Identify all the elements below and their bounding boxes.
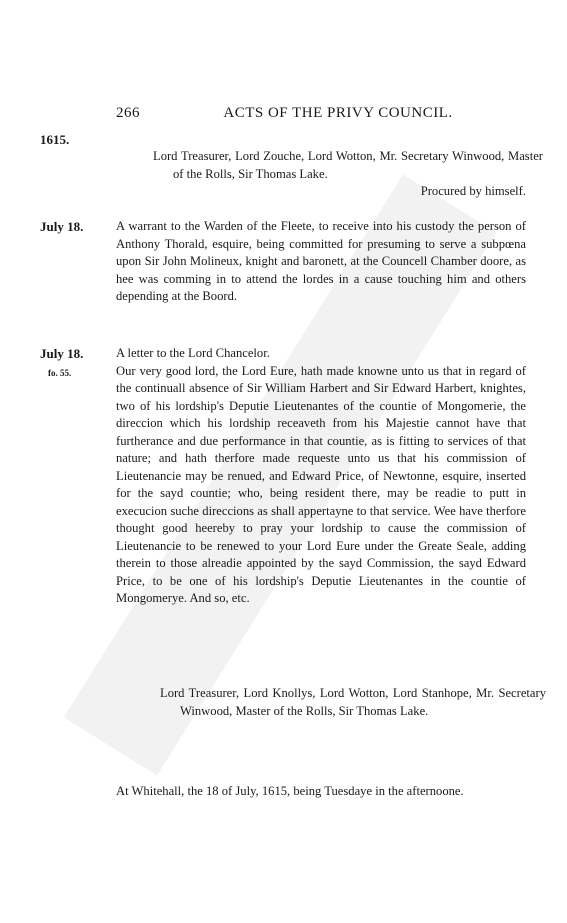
running-title: ACTS OF THE PRIVY COUNCIL. xyxy=(223,105,453,121)
entry1-text xyxy=(116,218,526,306)
margin-year: 1615. xyxy=(40,132,70,147)
entry2-heading: A letter to the Lord Chancelor. xyxy=(116,346,270,360)
entry2-paragraph: Our very good lord, the Lord Eure, hath made knowne unto us that in regard of the continuall absence of Sir William Harbert and Sir Edward Harbert, knightes, two of his lordship's Deputie Lieutenantes of the countie of Mongomerie, the direccion which his lordship receaveth from his Majestie cannot have that furtherance and due performance in that countie, as is fitting to services of that nature; and hath therfore made requeste unto us that his commission of Lieutenancie may be renued, and Edward Price, of Newtonne, esquire, inserted for the sayd countie; who, being resident there, may be readie to putt in execucion suche direccions as shall appertayne to that service. Wee have therfore thought good heereby to pray your lordship to cause the commission of Lieutenancie to be renewed to your Lord Eure under the Greate Seale, adding therein to those alreadie appointed by the sayd Commission, the sayd Edward Price, to be one of his lordship's Deputie Lieutenantes in the countie of Mongomerye. And so, etc. xyxy=(116,363,526,605)
entry1-paragraph: A warrant to the Warden of the Fleete, to receive into his custody the person of Anthony Thorald, esquire, being committed for presuming to serve a subpœna upon Sir John Molineux, knight and baronett, at the Councell Chamber doore, as hee was comming in to attend the lordes in a cause touching him and others depending at the Boord. xyxy=(116,219,526,303)
page-number: 266 xyxy=(116,105,140,121)
entry2-date: July 18. xyxy=(40,346,84,361)
entry2-folio: fo. 55. xyxy=(48,368,72,378)
entry2-body xyxy=(116,345,526,608)
closing-line: At Whitehall, the 18 of July, 1615, being Tuesdaye in the afternoone. xyxy=(116,784,464,798)
procured-note: Procured by himself. xyxy=(420,184,526,198)
top-signers: Lord Treasurer, Lord Zouche, Lord Wotton, Mr. Secretary Winwood, Master of the Rolls, Sir Thomas Lake. xyxy=(153,149,543,181)
entry1-date: July 18. xyxy=(40,219,84,234)
entry2-signers: Lord Treasurer, Lord Knollys, Lord Wotton, Lord Stanhope, Mr. Secretary Winwood, Master of the Rolls, Sir Thomas Lake. xyxy=(160,686,546,718)
